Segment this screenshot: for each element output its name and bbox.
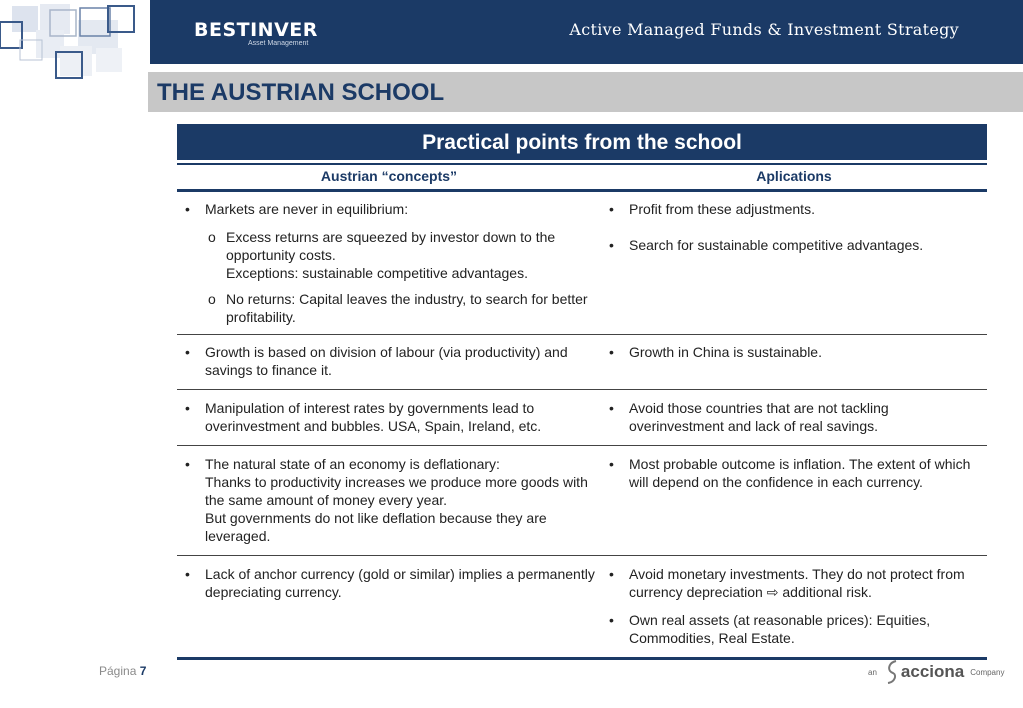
header-title: Active Managed Funds & Investment Strategy bbox=[569, 20, 959, 39]
practical-points-table bbox=[177, 124, 987, 660]
application-cell bbox=[601, 390, 987, 445]
table-row bbox=[177, 390, 987, 446]
concept-cell bbox=[177, 390, 601, 445]
application-bullet: • Profit from these adjustments. bbox=[609, 200, 981, 218]
application-bullet: • Avoid those countries that are not tackling overinvestment and lack of real savings. bbox=[609, 399, 981, 435]
application-cell bbox=[601, 446, 987, 555]
right-arrow-icon: ⇨ bbox=[766, 584, 779, 600]
table-column-headers bbox=[177, 163, 987, 192]
concept-sub-bullet: o Excess returns are squeezed by investor down to the opportunity costs. Exceptions: sustainable competitive advantages. bbox=[208, 229, 556, 281]
company-name: acciona bbox=[900, 662, 965, 681]
application-bullet: • Own real assets (at reasonable prices): Equities, Commodities, Real Estate. bbox=[609, 611, 981, 647]
application-bullet: • Most probable outcome is inflation. The extent of which will depend on the confidence in each currency. bbox=[609, 455, 981, 491]
header-bar bbox=[150, 0, 1023, 64]
concept-bullet: • Markets are never in equilibrium: bbox=[185, 200, 595, 218]
application-bullet: • Avoid monetary investments. They do not protect from currency depreciation ⇨ additional risk. bbox=[609, 565, 981, 601]
acciona-swirl-icon bbox=[885, 659, 899, 685]
concept-cell bbox=[177, 446, 601, 555]
acciona-logo bbox=[868, 659, 1004, 685]
concept-bullet: • Lack of anchor currency (gold or similar) implies a permanently depreciating currency. bbox=[185, 565, 595, 601]
brand-name: BESTINVER bbox=[194, 19, 318, 41]
logo-squares-graphic bbox=[0, 0, 150, 80]
section-title-bar bbox=[148, 72, 1023, 112]
concept-bullet: • Manipulation of interest rates by governments lead to overinvestment and bubbles. USA, Spain, Ireland, etc. bbox=[185, 399, 595, 435]
application-cell bbox=[601, 556, 987, 657]
table-row bbox=[177, 446, 987, 556]
company-prefix: an bbox=[868, 667, 877, 677]
concept-bullet: • Growth is based on division of labour (via productivity) and savings to finance it. bbox=[185, 343, 595, 379]
section-title: THE AUSTRIAN SCHOOL bbox=[157, 79, 445, 106]
circle-bullet-icon: o bbox=[208, 291, 216, 307]
bestinver-logo bbox=[194, 20, 318, 48]
column-header-applications: Aplications bbox=[756, 168, 832, 184]
application-bullet: • Growth in China is sustainable. bbox=[609, 343, 981, 361]
table-row bbox=[177, 192, 987, 335]
application-cell bbox=[601, 335, 987, 389]
brand-subtitle: Asset Management bbox=[248, 40, 309, 47]
table-row bbox=[177, 335, 987, 390]
concept-cell bbox=[177, 192, 601, 334]
concept-cell bbox=[177, 335, 601, 389]
page-number bbox=[99, 664, 146, 678]
concept-sub-bullet: o No returns: Capital leaves the industry, to search for better profitability. bbox=[208, 291, 588, 325]
concept-bullet: • The natural state of an economy is deflationary: Thanks to productivity increases we produce more goods with the same amount of money every year. But governments do not like deflation because they are leveraged. bbox=[185, 455, 595, 545]
application-cell bbox=[601, 192, 987, 334]
table-row bbox=[177, 556, 987, 660]
page-number-value: 7 bbox=[139, 664, 147, 678]
circle-bullet-icon: o bbox=[208, 229, 216, 245]
application-bullet: • Search for sustainable competitive advantages. bbox=[609, 236, 981, 254]
company-suffix: Company bbox=[970, 667, 1005, 677]
column-header-concepts: Austrian “concepts” bbox=[320, 168, 458, 184]
page-label: Página bbox=[99, 664, 137, 678]
table-title: Practical points from the school bbox=[177, 124, 987, 160]
concept-cell bbox=[177, 556, 601, 657]
